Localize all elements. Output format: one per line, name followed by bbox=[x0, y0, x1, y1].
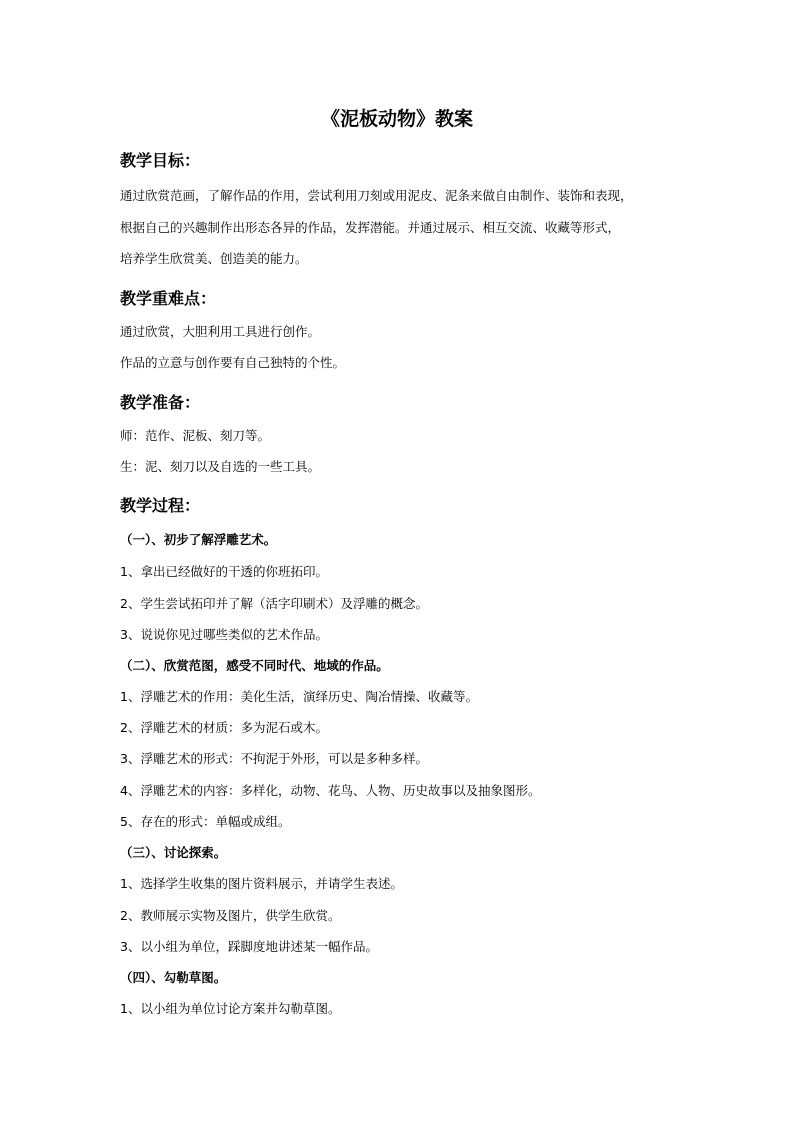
process-part-1-item-1: 1、拿出已经做好的干透的你班拓印。 bbox=[120, 564, 328, 579]
objectives-line-1: 通过欣赏范画，了解作品的作用，尝试利用刀刻或用泥皮、泥条来做自由制作、装饰和表现， bbox=[120, 188, 633, 203]
page-title: 《泥板动物》教案 bbox=[320, 108, 473, 130]
process-part-3-item-1: 1、选择学生收集的图片资料展示，并请学生表述。 bbox=[120, 876, 403, 891]
heading-key-points: 教学重难点： bbox=[120, 289, 217, 308]
process-part-1-item-2: 2、学生尝试拓印并了解（活字印刷术）及浮雕的概念。 bbox=[120, 596, 428, 611]
preparation-line-1: 师：范作、泥板、刻刀等。 bbox=[120, 428, 271, 443]
objectives-line-3: 培养学生欣赏美、创造美的能力。 bbox=[120, 251, 308, 266]
process-part-3-item-2: 2、教师展示实物及图片，供学生欣赏。 bbox=[120, 908, 341, 923]
process-part-4-title: （四）、勾勒草图。 bbox=[120, 970, 227, 985]
process-part-2-item-3: 3、浮雕艺术的形式：不拘泥于外形，可以是多种多样。 bbox=[120, 751, 428, 766]
heading-process: 教学过程： bbox=[120, 496, 201, 515]
preparation-line-2: 生：泥、刻刀以及自选的一些工具。 bbox=[120, 459, 321, 474]
process-part-2-item-2: 2、浮雕艺术的材质：多为泥石或木。 bbox=[120, 720, 328, 735]
process-part-1-item-3: 3、说说你见过哪些类似的艺术作品。 bbox=[120, 627, 328, 642]
key-points-line-2: 作品的立意与创作要有自己独特的个性。 bbox=[120, 355, 346, 370]
process-part-2-item-4: 4、浮雕艺术的内容：多样化，动物、花鸟、人物、历史故事以及抽象图形。 bbox=[120, 783, 541, 798]
process-part-3-item-3: 3、以小组为单位，踩脚度地讲述某一幅作品。 bbox=[120, 939, 378, 954]
process-part-1-title: （一）、初步了解浮雕艺术。 bbox=[120, 532, 277, 547]
process-part-2-item-1: 1、浮雕艺术的作用：美化生活，演绎历史、陶冶情操、收藏等。 bbox=[120, 689, 478, 704]
key-points-line-1: 通过欣赏，大胆利用工具进行创作。 bbox=[120, 324, 321, 339]
process-part-2-title: （二）、欣赏范图，感受不同时代、地域的作品。 bbox=[120, 658, 389, 673]
process-part-3-title: （三）、讨论探索。 bbox=[120, 845, 227, 860]
process-part-2-item-5: 5、存在的形式：单幅或成组。 bbox=[120, 814, 291, 829]
heading-preparation: 教学准备： bbox=[120, 393, 201, 412]
heading-objectives: 教学目标： bbox=[120, 151, 201, 170]
process-part-4-item-1: 1、以小组为单位讨论方案并勾勒草图。 bbox=[120, 1001, 341, 1016]
objectives-line-2: 根据自己的兴趣制作出形态各异的作品，发挥潜能。并通过展示、相互交流、收藏等形式， bbox=[120, 220, 621, 235]
